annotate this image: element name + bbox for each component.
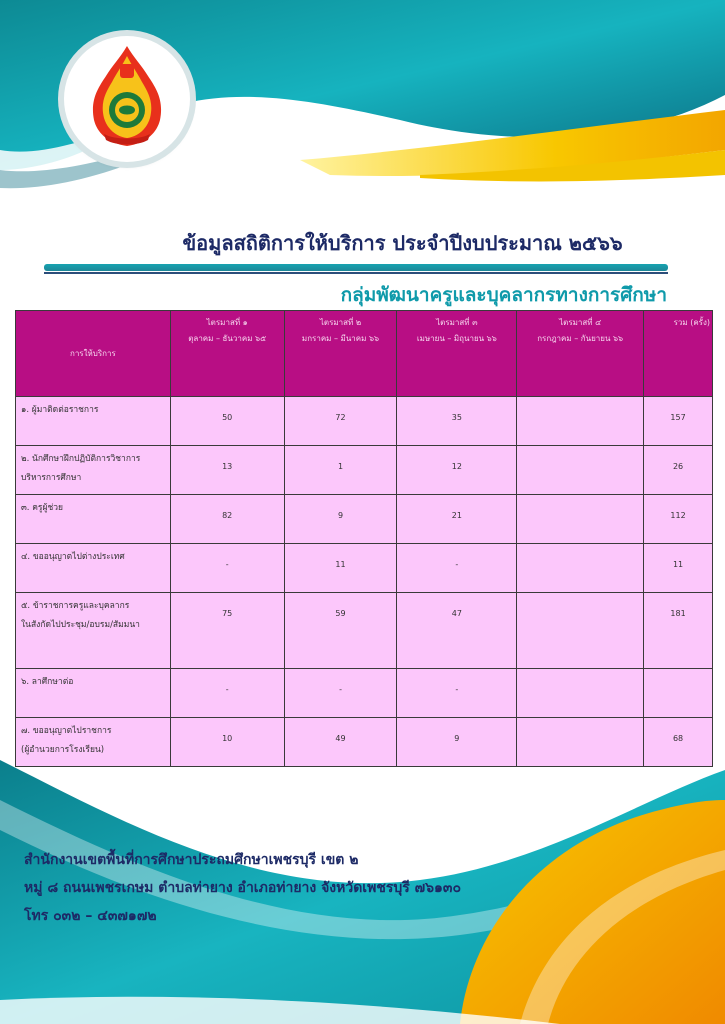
cell-q2: 1 — [284, 446, 397, 495]
statistics-table — [15, 310, 713, 767]
row-label-line: ๓. ครูผู้ช่วย — [21, 503, 63, 513]
cell-q4 — [517, 718, 644, 767]
footer-phone: โทร ๐๓๒ – ๔๓๗๑๗๒ — [24, 908, 157, 924]
cell-q4 — [517, 446, 644, 495]
table-row — [16, 669, 713, 718]
organization-logo — [64, 36, 190, 162]
footer-address-line: หมู่ ๘ ถนนเพชรเกษม ตำบลท่ายาง อำเภอท่ายาง จังหวัดเพชรบุรี ๗๖๑๓๐ — [24, 880, 462, 896]
footer-office: สำนักงานเขตพื้นที่การศึกษาประถมศึกษาเพชรบุรี เขต ๒ — [24, 852, 359, 868]
header-q4 — [517, 311, 644, 397]
title-divider — [44, 264, 668, 271]
row-label-line: (ผู้อำนวยการโรงเรียน) — [21, 745, 105, 755]
header-q1 — [170, 311, 284, 397]
header-q3-title: ไตรมาสที่ ๓ — [436, 318, 478, 327]
cell-total: 26 — [644, 446, 713, 495]
row-label — [16, 397, 171, 446]
row-label — [16, 495, 171, 544]
row-label-line: ในสังกัดไปประชุม/อบรม/สัมมนา — [21, 620, 140, 630]
cell-q1: - — [170, 544, 284, 593]
cell-q4 — [517, 544, 644, 593]
header-q1-range: ตุลาคม – ธันวาคม ๖๕ — [188, 334, 267, 343]
cell-q4 — [517, 593, 644, 669]
table-row — [16, 718, 713, 767]
row-label — [16, 718, 171, 767]
page-subtitle: กลุ่มพัฒนาครูและบุคลากรทางการศึกษา — [340, 284, 667, 306]
header-q1-title: ไตรมาสที่ ๑ — [206, 318, 248, 327]
cell-q3: 9 — [397, 718, 517, 767]
header-q4-range: กรกฎาคม – กันยายน ๖๖ — [537, 334, 624, 343]
header-service: การให้บริการ — [16, 311, 171, 397]
row-label-line: ๖. ลาศึกษาต่อ — [21, 677, 74, 687]
cell-q2: - — [284, 669, 397, 718]
header-q2-range: มกราคม – มีนาคม ๖๖ — [301, 334, 380, 343]
cell-total: 11 — [644, 544, 713, 593]
emblem-icon — [64, 36, 190, 162]
header-q3-range: เมษายน – มิถุนายน ๖๖ — [416, 334, 497, 343]
row-label-line: ๔. ขออนุญาตไปต่างประเทศ — [21, 552, 125, 562]
title-divider-line — [44, 272, 668, 274]
cell-q3: 12 — [397, 446, 517, 495]
row-label — [16, 669, 171, 718]
cell-total — [644, 669, 713, 718]
cell-q4 — [517, 495, 644, 544]
row-label — [16, 544, 171, 593]
cell-total: 68 — [644, 718, 713, 767]
cell-q1: 82 — [170, 495, 284, 544]
header-q2 — [284, 311, 397, 397]
cell-q2: 59 — [284, 593, 397, 669]
page-title: ข้อมูลสถิติการให้บริการ ประจำปีงบประมาณ ๒๕๖๖ — [182, 231, 623, 255]
header-total: รวม (ครั้ง) — [644, 311, 713, 397]
table-row — [16, 446, 713, 495]
table-row — [16, 495, 713, 544]
row-label-line: ๕. ข้าราชการครูและบุคลากร — [21, 601, 130, 611]
cell-q1: 13 — [170, 446, 284, 495]
cell-q2: 49 — [284, 718, 397, 767]
table-row — [16, 544, 713, 593]
cell-q3: 47 — [397, 593, 517, 669]
row-label-line: ๒. นักศึกษาฝึกปฏิบัติการวิชาการ — [21, 454, 141, 464]
cell-q2: 72 — [284, 397, 397, 446]
header-q3 — [397, 311, 517, 397]
table-row — [16, 593, 713, 669]
cell-q3: 21 — [397, 495, 517, 544]
cell-q3: 35 — [397, 397, 517, 446]
row-label-line: ๗. ขออนุญาตไปราชการ — [21, 726, 112, 736]
cell-q2: 11 — [284, 544, 397, 593]
cell-q4 — [517, 397, 644, 446]
cell-total: 157 — [644, 397, 713, 446]
table-header-row — [16, 311, 713, 397]
table-row — [16, 397, 713, 446]
cell-q4 — [517, 669, 644, 718]
footer-address — [24, 846, 461, 930]
cell-q1: - — [170, 669, 284, 718]
cell-total: 112 — [644, 495, 713, 544]
row-label — [16, 446, 171, 495]
cell-q1: 10 — [170, 718, 284, 767]
row-label-line: ๑. ผู้มาติดต่อราชการ — [21, 405, 99, 415]
cell-q2: 9 — [284, 495, 397, 544]
row-label — [16, 593, 171, 669]
header-q2-title: ไตรมาสที่ ๒ — [319, 318, 362, 327]
cell-q3: - — [397, 544, 517, 593]
cell-q1: 50 — [170, 397, 284, 446]
row-label-line: บริหารการศึกษา — [21, 473, 82, 483]
cell-total: 181 — [644, 593, 713, 669]
header-q4-title: ไตรมาสที่ ๔ — [559, 318, 602, 327]
cell-q3: - — [397, 669, 517, 718]
cell-q1: 75 — [170, 593, 284, 669]
